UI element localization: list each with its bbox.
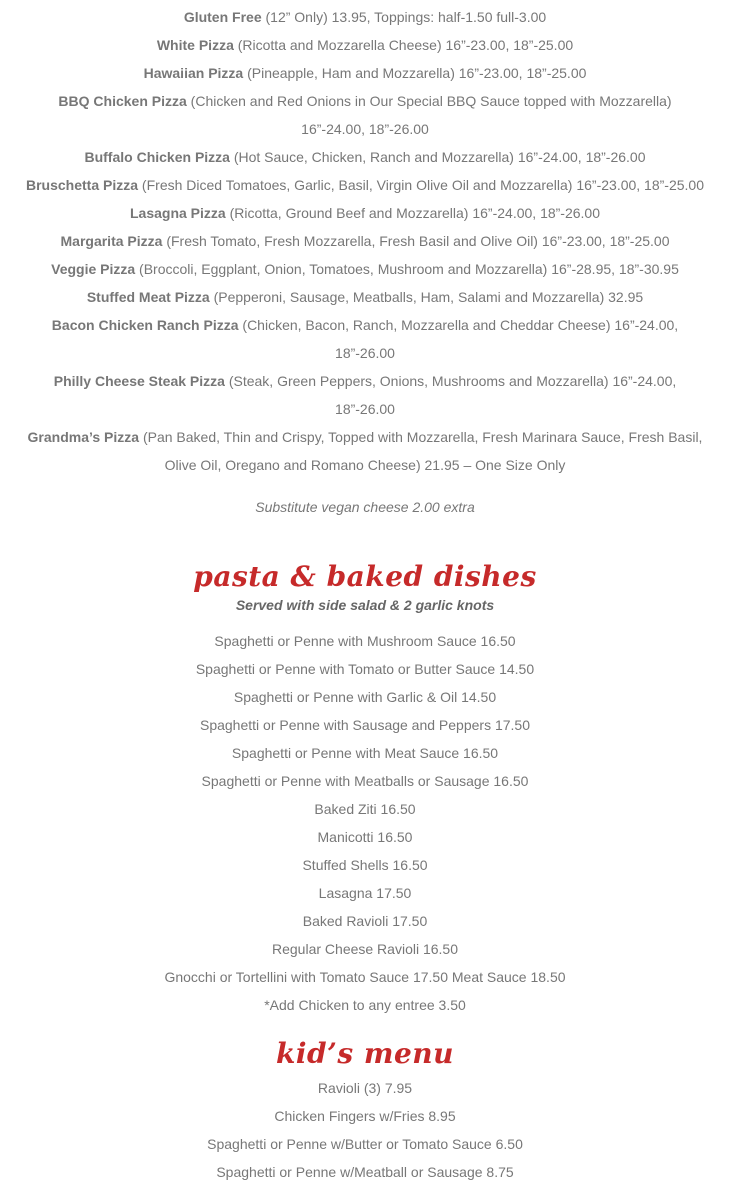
kids-item: Spaghetti or Penne w/Meatball or Sausage 8.75 [216, 1164, 514, 1180]
menu-page [0, 3, 730, 1186]
pasta-item: Spaghetti or Penne with Tomato or Butter Sauce 14.50 [195, 661, 535, 677]
menu-item-description: (Fresh Diced Tomatoes, Garlic, Basil, Virgin Olive Oil and Mozzarella) 16”-23.00, 18”-25.00 [138, 177, 704, 193]
pasta-item: Gnocchi or Tortellini with Tomato Sauce 17.50 Meat Sauce 18.50 [164, 969, 566, 985]
menu-item-name: White Pizza [156, 37, 234, 53]
menu-item-white-pizza [26, 31, 704, 59]
menu-item-description: (Ricotta, Ground Beef and Mozzarella) 16”-24.00, 18”-26.00 [225, 205, 600, 221]
kids-item: Ravioli (3) 7.95 [317, 1080, 413, 1096]
menu-item-description: (Steak, Green Peppers, Onions, Mushrooms and Mozzarella) 16”-24.00, 18”-26.00 [224, 373, 677, 417]
menu-item-name: Grandma’s Pizza [27, 429, 140, 445]
menu-item-grandmas-pizza [26, 423, 704, 479]
menu-item-veggie-pizza [26, 255, 704, 283]
menu-item-name: Hawaiian Pizza [143, 65, 244, 81]
menu-item-buffalo-chicken-pizza [26, 143, 704, 171]
pasta-item: Spaghetti or Penne with Sausage and Peppers 17.50 [199, 717, 531, 733]
menu-item-description: (Chicken, Bacon, Ranch, Mozzarella and Cheddar Cheese) 16”-24.00, 18”-26.00 [238, 317, 679, 361]
menu-item-name: Buffalo Chicken Pizza [84, 149, 230, 165]
menu-item-hawaiian-pizza [26, 59, 704, 87]
menu-item-description: (Pineapple, Ham and Mozzarella) 16”-23.00, 18”-25.00 [243, 65, 587, 81]
menu-item-description: (Hot Sauce, Chicken, Ranch and Mozzarella) 16”-24.00, 18”-26.00 [229, 149, 646, 165]
menu-item-name: Bacon Chicken Ranch Pizza [51, 317, 239, 333]
menu-item-bacon-chicken-ranch-pizza [26, 311, 704, 367]
pasta-subheading: Served with side salad & 2 garlic knots [235, 597, 495, 613]
menu-item-description: (Broccoli, Eggplant, Onion, Tomatoes, Mushroom and Mozzarella) 16”-28.95, 18”-30.95 [135, 261, 679, 277]
pasta-item: Spaghetti or Penne with Mushroom Sauce 16.50 [214, 633, 516, 649]
menu-item-philly-cheese-steak-pizza [26, 367, 704, 423]
pasta-item: Stuffed Shells 16.50 [302, 857, 428, 873]
menu-item-name: Margarita Pizza [60, 233, 163, 249]
vegan-cheese-note: Substitute vegan cheese 2.00 extra [255, 499, 475, 515]
menu-item-stuffed-meat-pizza [26, 283, 704, 311]
menu-item-name: Veggie Pizza [51, 261, 136, 277]
menu-item-bbq-chicken-pizza [26, 87, 704, 143]
menu-item-name: BBQ Chicken Pizza [58, 93, 187, 109]
menu-item-bruschetta-pizza [26, 171, 704, 199]
pasta-item: Spaghetti or Penne with Garlic & Oil 14.50 [233, 689, 497, 705]
menu-item-name: Bruschetta Pizza [26, 177, 139, 193]
pizza-list [0, 3, 730, 521]
menu-item-description: (Pan Baked, Thin and Crispy, Topped with Mozzarella, Fresh Marinara Sauce, Fresh Basil, Olive Oil, Oregano and Romano Cheese) 21.95 – One Size Only [139, 429, 703, 473]
kids-section [0, 1037, 730, 1186]
pasta-section [0, 560, 730, 1019]
pasta-item: Regular Cheese Ravioli 16.50 [272, 941, 458, 957]
pasta-item: Baked Ravioli 17.50 [302, 913, 428, 929]
pasta-item: Spaghetti or Penne with Meatballs or Sausage 16.50 [201, 773, 529, 789]
pasta-item: Baked Ziti 16.50 [314, 801, 416, 817]
pasta-item: Manicotti 16.50 [317, 829, 413, 845]
menu-item-description: (Ricotta and Mozzarella Cheese) 16”-23.00, 18”-25.00 [233, 37, 574, 53]
add-chicken-note: *Add Chicken to any entree 3.50 [264, 997, 466, 1013]
kids-heading: kid’s menu [275, 1037, 455, 1070]
pasta-item: Lasagna 17.50 [318, 885, 412, 901]
menu-item-gluten-free-pizza [26, 3, 704, 31]
pasta-heading: pasta & baked dishes [193, 560, 537, 593]
menu-item-name: Stuffed Meat Pizza [86, 289, 210, 305]
menu-item-lasagna-pizza [26, 199, 704, 227]
pasta-item: Spaghetti or Penne with Meat Sauce 16.50 [231, 745, 499, 761]
menu-item-margarita-pizza [26, 227, 704, 255]
menu-item-name: Gluten Free [183, 9, 262, 25]
kids-item: Spaghetti or Penne w/Butter or Tomato Sauce 6.50 [207, 1136, 523, 1152]
menu-item-name: Philly Cheese Steak Pizza [53, 373, 225, 389]
menu-item-description: (12” Only) 13.95, Toppings: half-1.50 full-3.00 [261, 9, 547, 25]
menu-item-description: (Pepperoni, Sausage, Meatballs, Ham, Salami and Mozzarella) 32.95 [209, 289, 644, 305]
menu-item-name: Lasagna Pizza [129, 205, 226, 221]
kids-item: Chicken Fingers w/Fries 8.95 [274, 1108, 456, 1124]
menu-item-description: (Chicken and Red Onions in Our Special BBQ Sauce topped with Mozzarella) 16”-24.00, 18”-26.00 [186, 93, 672, 137]
menu-item-description: (Fresh Tomato, Fresh Mozzarella, Fresh Basil and Olive Oil) 16”-23.00, 18”-25.00 [162, 233, 670, 249]
